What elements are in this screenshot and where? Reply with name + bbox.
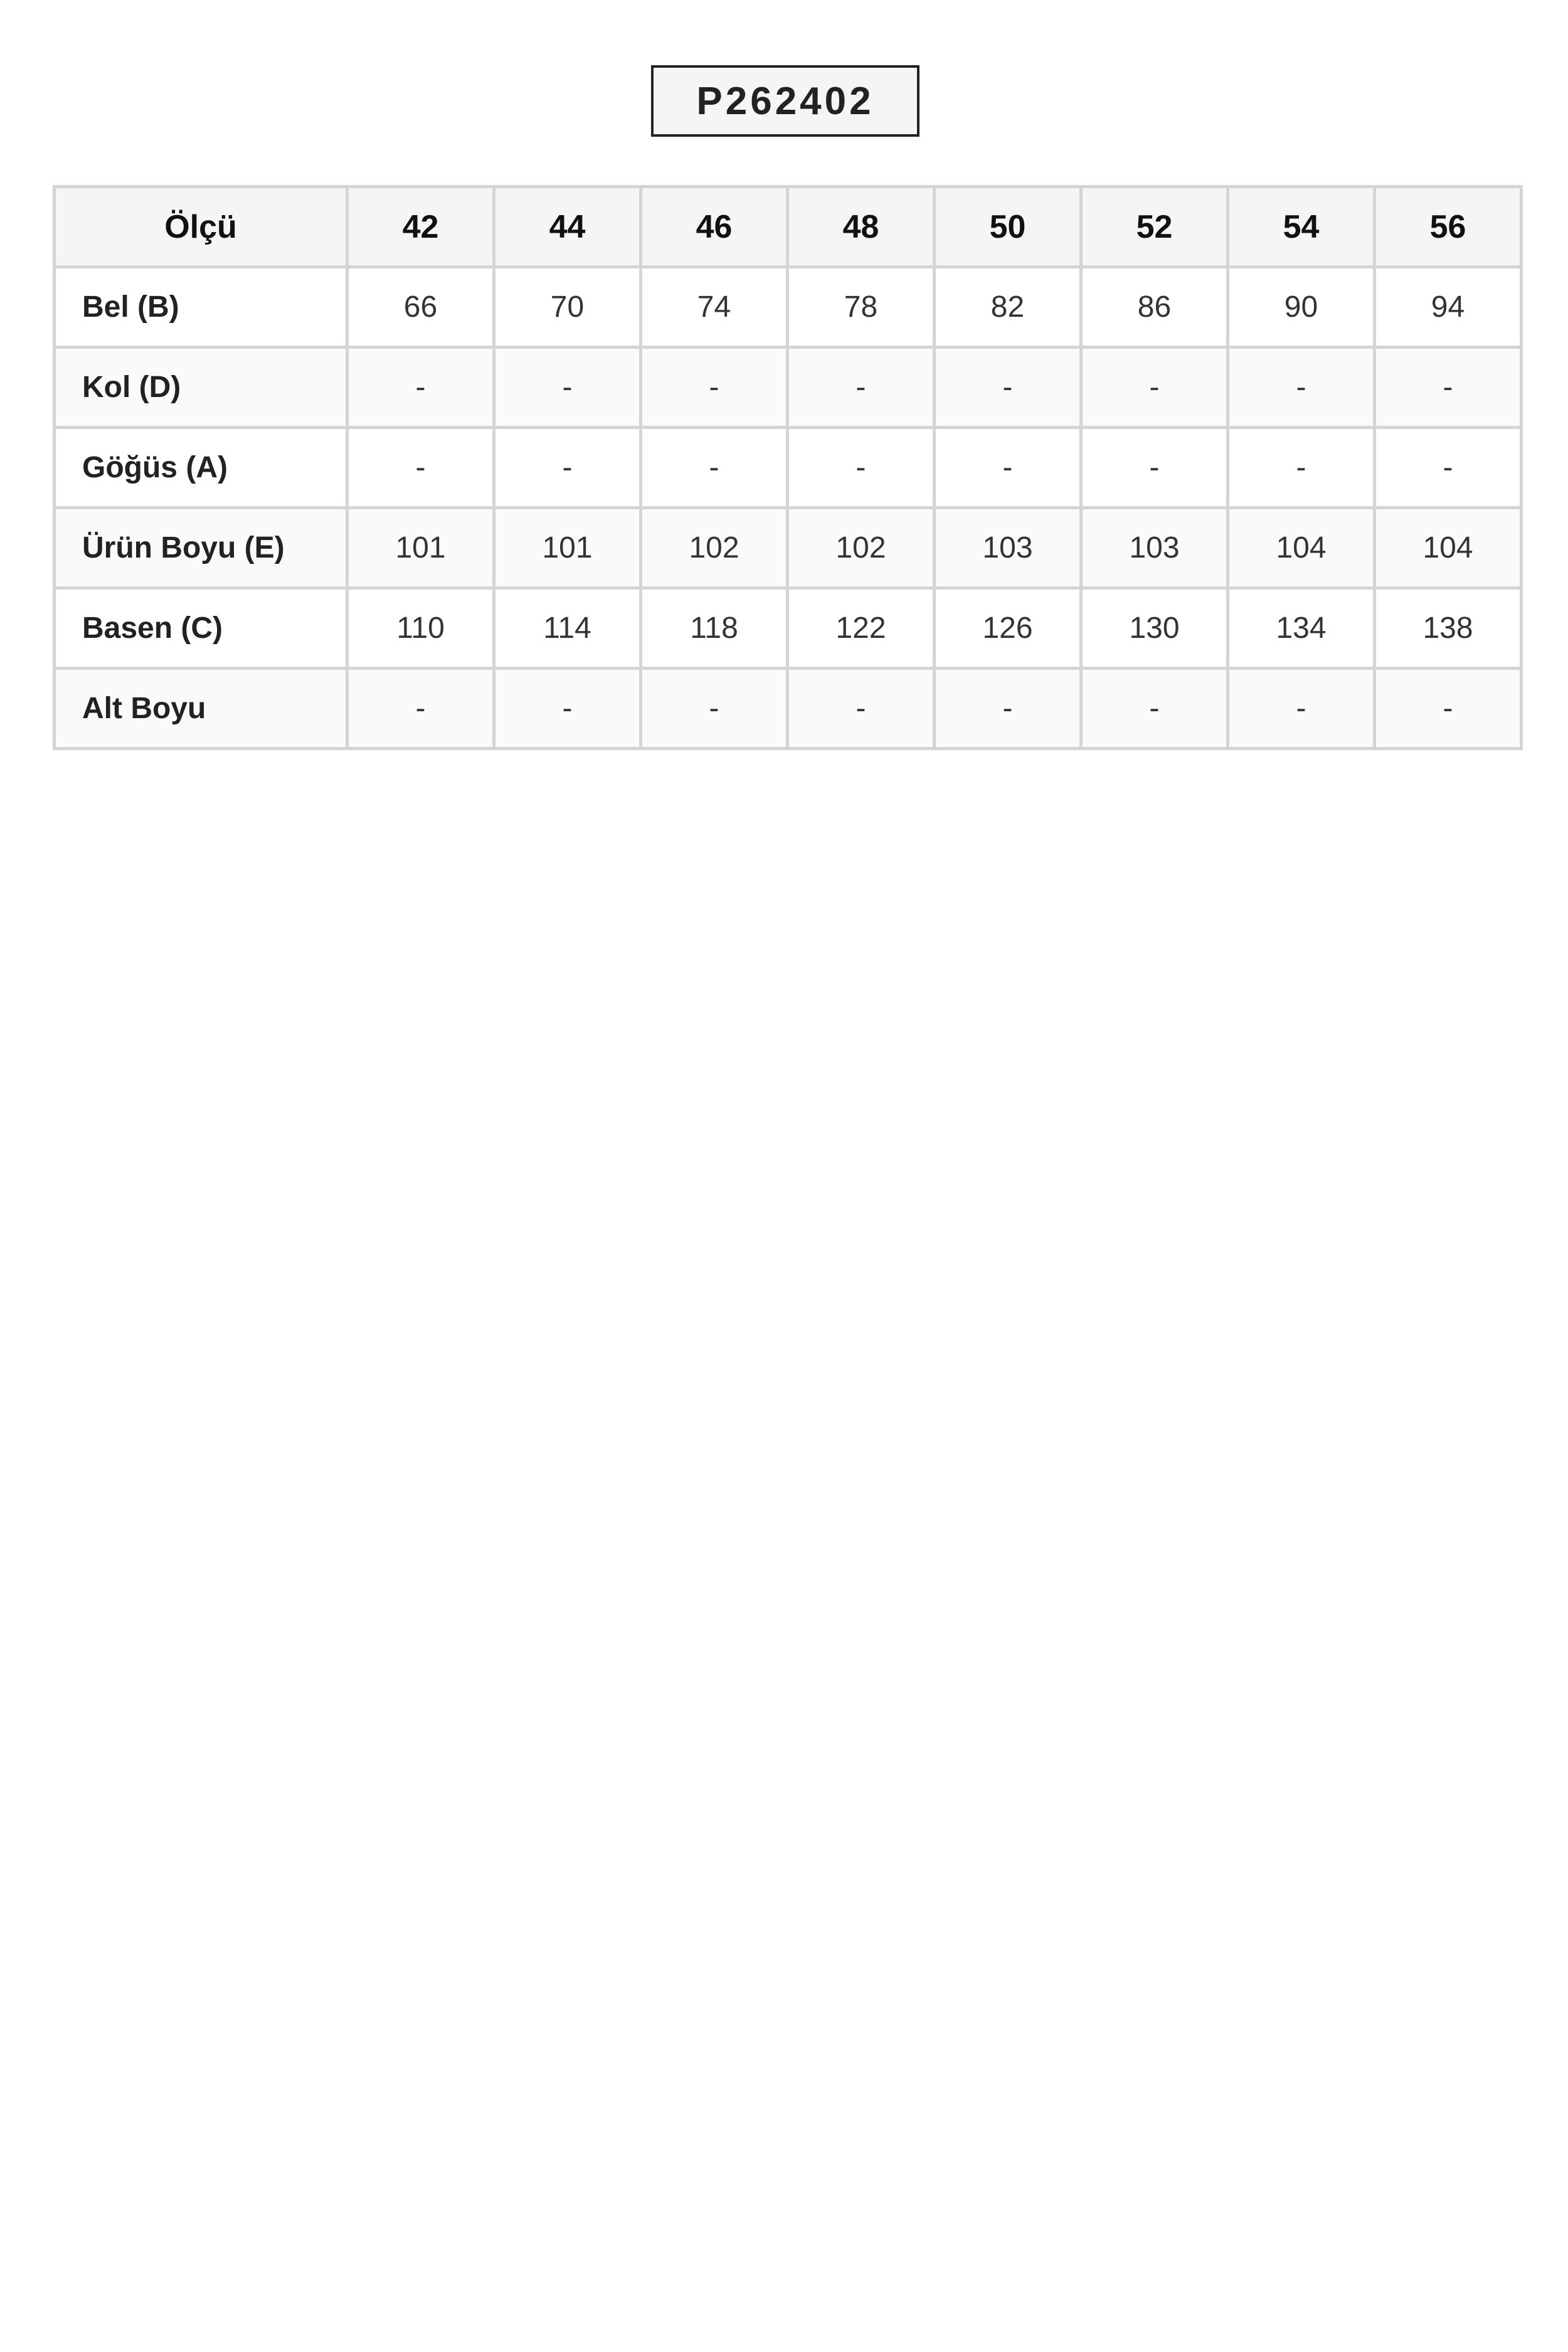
- table-cell: 138: [1375, 588, 1522, 669]
- table-cell: 134: [1228, 588, 1375, 669]
- table-cell: 86: [1081, 267, 1228, 347]
- table-cell: -: [788, 347, 935, 428]
- table-cell: 122: [788, 588, 935, 669]
- table-cell: -: [935, 669, 1081, 749]
- table-cell: -: [1081, 669, 1228, 749]
- table-cell: 66: [347, 267, 494, 347]
- table-row: [55, 669, 1522, 749]
- table-cell: -: [1081, 428, 1228, 508]
- size-header-cell: 50: [935, 187, 1081, 267]
- table-cell: -: [347, 428, 494, 508]
- size-header-cell: 42: [347, 187, 494, 267]
- table-cell: -: [1228, 347, 1375, 428]
- table-cell: 102: [641, 508, 788, 588]
- table-row: [55, 347, 1522, 428]
- table-cell: 114: [494, 588, 641, 669]
- size-header-cell: 48: [788, 187, 935, 267]
- table-cell: 110: [347, 588, 494, 669]
- table-cell: 126: [935, 588, 1081, 669]
- table-cell: -: [1375, 669, 1522, 749]
- table-cell: 118: [641, 588, 788, 669]
- table-cell: -: [641, 669, 788, 749]
- table-cell: 90: [1228, 267, 1375, 347]
- table-cell: -: [1375, 428, 1522, 508]
- size-header-cell: 46: [641, 187, 788, 267]
- table-row: [55, 508, 1522, 588]
- table-cell: 103: [935, 508, 1081, 588]
- table-cell: -: [788, 669, 935, 749]
- table-cell: -: [1228, 669, 1375, 749]
- product-code-title: P262402: [651, 65, 919, 137]
- row-label-cell: Basen (C): [55, 588, 347, 669]
- table-cell: 102: [788, 508, 935, 588]
- table-cell: 78: [788, 267, 935, 347]
- size-chart-table: [53, 185, 1523, 750]
- table-cell: 82: [935, 267, 1081, 347]
- table-cell: -: [494, 347, 641, 428]
- header-label-cell: Ölçü: [55, 187, 347, 267]
- table-cell: 130: [1081, 588, 1228, 669]
- row-label-cell: Ürün Boyu (E): [55, 508, 347, 588]
- table-row: [55, 267, 1522, 347]
- row-label-cell: Bel (B): [55, 267, 347, 347]
- table-cell: 101: [347, 508, 494, 588]
- row-label-cell: Alt Boyu: [55, 669, 347, 749]
- table-cell: 104: [1228, 508, 1375, 588]
- table-cell: -: [1081, 347, 1228, 428]
- table-cell: 104: [1375, 508, 1522, 588]
- table-cell: -: [935, 428, 1081, 508]
- table-cell: 103: [1081, 508, 1228, 588]
- table-row: [55, 588, 1522, 669]
- table-row: [55, 428, 1522, 508]
- table-cell: -: [1228, 428, 1375, 508]
- row-label-cell: Kol (D): [55, 347, 347, 428]
- size-header-cell: 54: [1228, 187, 1375, 267]
- table-cell: 74: [641, 267, 788, 347]
- table-cell: -: [494, 428, 641, 508]
- table-cell: -: [641, 428, 788, 508]
- table-cell: -: [1375, 347, 1522, 428]
- table-cell: -: [347, 347, 494, 428]
- table-cell: 70: [494, 267, 641, 347]
- size-header-cell: 52: [1081, 187, 1228, 267]
- table-cell: 94: [1375, 267, 1522, 347]
- table-cell: -: [641, 347, 788, 428]
- table-cell: -: [347, 669, 494, 749]
- table-cell: -: [935, 347, 1081, 428]
- size-header-cell: 44: [494, 187, 641, 267]
- row-label-cell: Göğüs (A): [55, 428, 347, 508]
- table-header-row: [55, 187, 1522, 267]
- table-cell: -: [494, 669, 641, 749]
- size-header-cell: 56: [1375, 187, 1522, 267]
- table-cell: -: [788, 428, 935, 508]
- table-cell: 101: [494, 508, 641, 588]
